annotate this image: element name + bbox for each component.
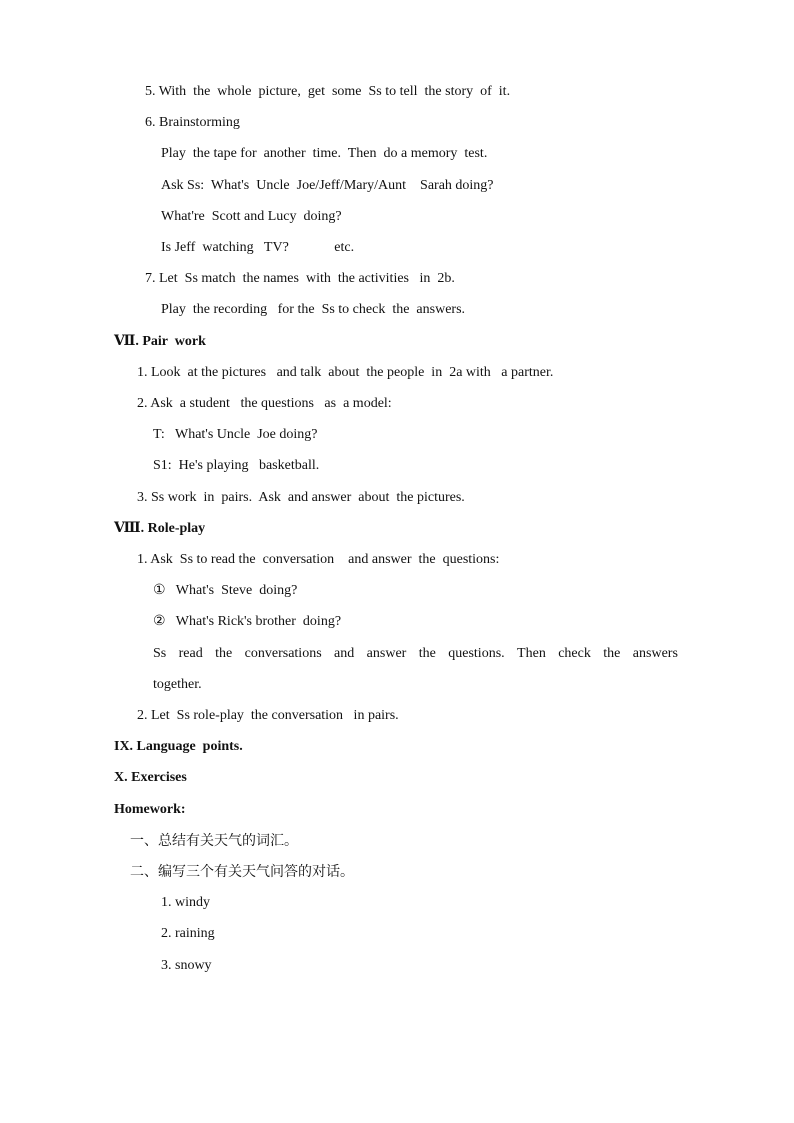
step-7-text: 7. Let Ss match the names with the activities in 2b. bbox=[145, 271, 455, 286]
role-play-question-2: ② What's Rick's brother doing? bbox=[153, 614, 342, 629]
step-6-line-2: Ask Ss: What's Uncle Joe/Jeff/Mary/Aunt Sarah doing? bbox=[161, 178, 494, 193]
role-play-instruction-end: together. bbox=[153, 677, 202, 692]
weather-word-2: 2. raining bbox=[161, 926, 215, 941]
section-pair-work-heading: Ⅶ. Pair work bbox=[114, 334, 206, 349]
word: conversations bbox=[244, 646, 322, 661]
step-6-line-1: Play the tape for another time. Then do a memory test. bbox=[161, 146, 488, 161]
word: the bbox=[418, 646, 436, 661]
word: answer bbox=[366, 646, 407, 661]
role-play-step-2: 2. Let Ss role-play the conversation in pairs. bbox=[137, 708, 399, 723]
role-play-instruction bbox=[153, 645, 678, 663]
word: read bbox=[178, 646, 203, 661]
word: the bbox=[215, 646, 233, 661]
pair-work-step-1: 1. Look at the pictures and talk about the people in 2a with a partner. bbox=[137, 365, 554, 380]
step-5-text: 5. With the whole picture, get some Ss to tell the story of it. bbox=[145, 84, 511, 99]
weather-word-3: 3. snowy bbox=[161, 958, 212, 973]
word: answers bbox=[632, 646, 678, 661]
pair-work-dialog-teacher: T: What's Uncle Joe doing? bbox=[153, 427, 318, 442]
homework-item-2: 二、编写三个有关天气问答的对话。 bbox=[130, 864, 354, 880]
section-exercises-heading: X. Exercises bbox=[114, 770, 187, 785]
word: questions. bbox=[448, 646, 505, 661]
word: Ss bbox=[153, 646, 167, 661]
section-role-play-heading: Ⅷ. Role-play bbox=[114, 521, 206, 536]
weather-word-1: 1. windy bbox=[161, 895, 210, 910]
pair-work-step-3: 3. Ss work in pairs. Ask and answer about the pictures. bbox=[137, 490, 465, 505]
word: Then bbox=[517, 646, 546, 661]
homework-item-1: 一、总结有关天气的词汇。 bbox=[130, 833, 298, 849]
section-language-points-heading: IX. Language points. bbox=[114, 739, 243, 754]
role-play-question-1: ① What's Steve doing? bbox=[153, 583, 298, 598]
step-6-line-3: What're Scott and Lucy doing? bbox=[161, 209, 342, 224]
step-6-heading: 6. Brainstorming bbox=[145, 115, 240, 130]
word: check bbox=[558, 646, 591, 661]
word: and bbox=[334, 646, 355, 661]
step-6-line-4: Is Jeff watching TV? etc. bbox=[161, 240, 355, 255]
pair-work-step-2: 2. Ask a student the questions as a model: bbox=[137, 396, 392, 411]
role-play-step-1: 1. Ask Ss to read the conversation and answer the questions: bbox=[137, 552, 500, 567]
step-7-line-1: Play the recording for the Ss to check the answers. bbox=[161, 302, 466, 317]
pair-work-dialog-student: S1: He's playing basketball. bbox=[153, 458, 320, 473]
homework-heading: Homework: bbox=[114, 802, 186, 817]
word: the bbox=[603, 646, 621, 661]
